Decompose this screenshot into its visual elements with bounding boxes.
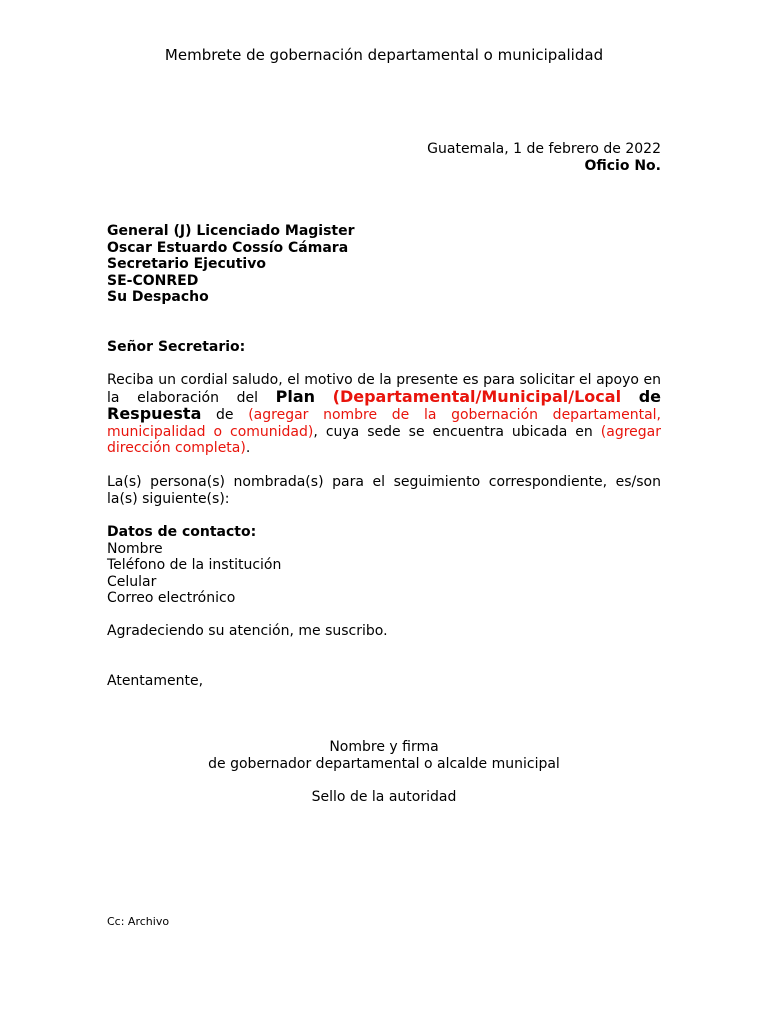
- contact-email: Correo electrónico: [107, 590, 236, 607]
- addressee-title: General (J) Licenciado Magister: [107, 223, 355, 239]
- contact-heading: Datos de contacto:: [107, 524, 257, 540]
- request-intro: Reciba un cordial saludo, el motivo de la presente es para solicitar el apoyo en la elaboración del: [107, 372, 661, 406]
- respuesta-word: de Respuesta: [107, 386, 661, 424]
- seal-line: Sello de la autoridad: [311, 789, 457, 805]
- addressee-position: Secretario Ejecutivo: [107, 256, 266, 273]
- signature-line2: de gobernador departamental o alcalde municipal: [208, 755, 560, 772]
- salutation: Señor Secretario:: [107, 339, 246, 355]
- addressee-name: Oscar Estuardo Cossío Cámara: [107, 239, 349, 256]
- request-paragraph: [107, 372, 661, 457]
- de-connector: de: [201, 407, 249, 424]
- addressee-institution: SE-CONRED: [107, 272, 199, 289]
- addressee-closing: Su Despacho: [107, 289, 209, 306]
- designee-paragraph: La(s) persona(s) nombrada(s) para el seguimiento correspondiente, es/son la(s) siguiente(s):: [107, 474, 661, 507]
- date-block: [427, 141, 661, 174]
- letterhead: Membrete de gobernación departamental o municipalidad: [164, 46, 604, 64]
- oficio-number: Oficio No.: [584, 157, 661, 174]
- contact-phone: Teléfono de la institución: [107, 557, 282, 574]
- regards-line: Atentamente,: [107, 673, 204, 689]
- request-end: .: [245, 440, 251, 457]
- contact-name: Nombre: [107, 540, 163, 557]
- contact-block: [107, 524, 281, 607]
- plan-type-placeholder: (Departamental/Municipal/Local: [332, 386, 622, 406]
- request-middle: , cuya sede se encuentra ubicada en: [313, 423, 601, 440]
- entity-placeholder: (agregar nombre de la gobernación departamental, municipalidad o comunidad): [107, 407, 662, 440]
- date-line: Guatemala, 1 de febrero de 2022: [427, 141, 661, 157]
- plan-word: Plan: [275, 386, 316, 406]
- cc-line: Cc: Archivo: [107, 915, 170, 928]
- signature-line1: Nombre y firma: [329, 739, 439, 755]
- thanks-line: Agradeciendo su atención, me suscribo.: [107, 623, 388, 639]
- signature-block: [0, 739, 768, 772]
- addressee-block: [107, 223, 355, 306]
- contact-mobile: Celular: [107, 573, 157, 590]
- address-placeholder: (agregar dirección completa): [107, 423, 661, 457]
